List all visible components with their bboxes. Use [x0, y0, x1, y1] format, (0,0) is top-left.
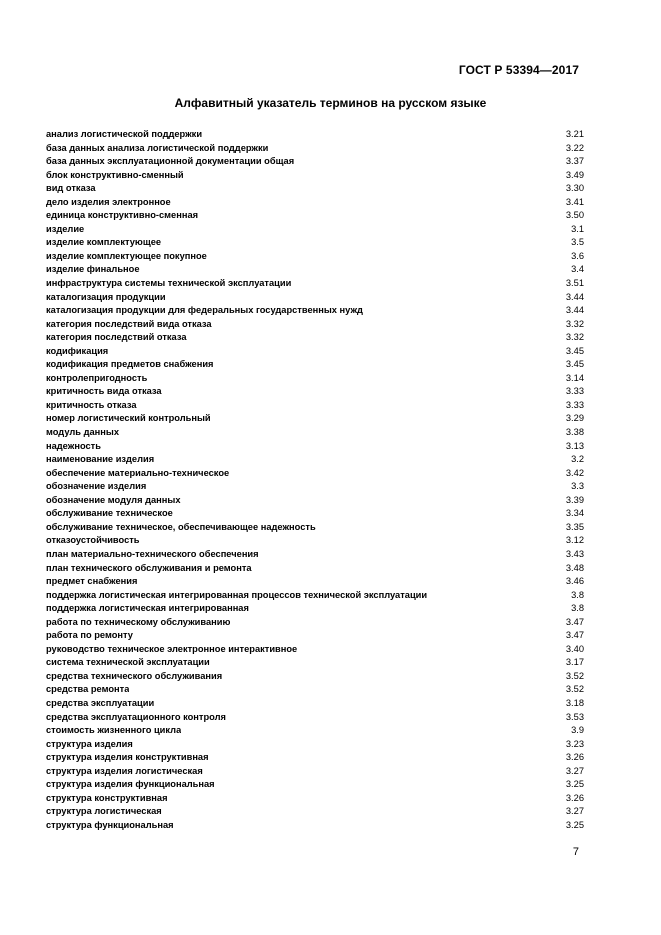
index-term: руководство техническое электронное интерактивное	[46, 643, 298, 654]
index-term-reference: 3.50	[565, 210, 584, 221]
index-entry	[46, 304, 584, 318]
index-term-reference: 3.33	[565, 386, 584, 397]
index-term: поддержка логистическая интегрированная процессов технической эксплуатации	[46, 589, 428, 600]
index-term-reference: 3.2	[571, 454, 584, 465]
index-term-reference: 3.27	[565, 765, 584, 776]
index-term: работа по техническому обслуживанию	[46, 616, 231, 627]
index-entry	[46, 399, 584, 413]
index-entry	[46, 412, 584, 426]
index-term: инфраструктура системы технической эксплуатации	[46, 278, 292, 289]
index-term-reference: 3.52	[565, 684, 584, 695]
index-term-reference: 3.47	[565, 630, 584, 641]
index-term-reference: 3.53	[565, 711, 584, 722]
index-entry	[46, 751, 584, 765]
index-term: средства технического обслуживания	[46, 670, 223, 681]
index-term: средства ремонта	[46, 684, 130, 695]
index-entry	[46, 467, 584, 481]
index-term: структура изделия конструктивная	[46, 752, 209, 763]
index-entry	[46, 372, 584, 386]
index-term-reference: 3.9	[571, 725, 584, 736]
index-term: стоимость жизненного цикла	[46, 725, 182, 736]
index-term: структура изделия логистическая	[46, 765, 203, 776]
document-code: ГОСТ Р 53394—2017	[458, 63, 579, 77]
index-term: структура логистическая	[46, 806, 162, 817]
index-entry	[46, 331, 584, 345]
index-entry	[46, 169, 584, 183]
index-term-reference: 3.21	[565, 129, 584, 139]
index-term-reference: 3.13	[565, 440, 584, 451]
index-entry	[46, 697, 584, 711]
index-entry	[46, 548, 584, 562]
index-term: отказоустойчивость	[46, 535, 140, 546]
index-term: критичность отказа	[46, 399, 137, 410]
index-term: обозначение модуля данных	[46, 494, 181, 505]
index-term-reference: 3.51	[565, 278, 584, 289]
index-entry	[46, 792, 584, 806]
index-term: контролепригодность	[46, 372, 148, 383]
index-entry	[46, 521, 584, 535]
index-term: дело изделия электронное	[46, 196, 171, 207]
index-term-reference: 3.37	[565, 156, 584, 167]
index-term-reference: 3.44	[565, 291, 584, 302]
index-entry	[46, 236, 584, 250]
index-term-reference: 3.3	[571, 481, 584, 492]
index-term: наименование изделия	[46, 454, 155, 465]
index-entry	[46, 589, 584, 603]
index-entry	[46, 209, 584, 223]
index-term: поддержка логистическая интегрированная	[46, 603, 249, 614]
index-term-reference: 3.45	[565, 345, 584, 356]
index-term-reference: 3.18	[565, 697, 584, 708]
index-term: обслуживание техническое, обеспечивающее надежность	[46, 521, 316, 532]
index-term-reference: 3.26	[565, 752, 584, 763]
page-number: 7	[572, 846, 579, 858]
index-term: анализ логистической поддержки	[46, 129, 203, 139]
index-entry	[46, 534, 584, 548]
index-term-reference: 3.22	[565, 142, 584, 153]
index-term-reference: 3.14	[565, 372, 584, 383]
index-term-reference: 3.41	[565, 196, 584, 207]
index-term-reference: 3.25	[565, 819, 584, 830]
index-entry	[46, 345, 584, 359]
index-term-reference: 3.32	[565, 318, 584, 329]
index-term-reference: 3.49	[565, 169, 584, 180]
index-term-reference: 3.33	[565, 399, 584, 410]
index-term-reference: 3.26	[565, 792, 584, 803]
index-term: вид отказа	[46, 183, 96, 194]
index-term: изделие финальное	[46, 264, 140, 275]
index-term-reference: 3.34	[565, 508, 584, 519]
index-term-reference: 3.6	[571, 250, 584, 261]
index-entry	[46, 629, 584, 643]
index-term-reference: 3.39	[565, 494, 584, 505]
index-term: план материально-технического обеспечения	[46, 548, 259, 559]
index-entry	[46, 453, 584, 467]
index-term-reference: 3.40	[565, 643, 584, 654]
index-entry	[46, 616, 584, 630]
index-term-reference: 3.12	[565, 535, 584, 546]
index-term: структура изделия	[46, 738, 133, 749]
index-term-reference: 3.43	[565, 548, 584, 559]
index-term-reference: 3.29	[565, 413, 584, 424]
index-term-reference: 3.32	[565, 332, 584, 343]
term-index-list	[46, 128, 584, 832]
index-entry	[46, 819, 584, 833]
index-term: надежность	[46, 440, 101, 451]
index-entry	[46, 263, 584, 277]
index-entry	[46, 602, 584, 616]
index-term-reference: 3.30	[565, 183, 584, 194]
index-term: каталогизация продукции	[46, 291, 166, 302]
index-entry	[46, 318, 584, 332]
index-entry	[46, 358, 584, 372]
index-entry	[46, 656, 584, 670]
index-entry	[46, 196, 584, 210]
index-term-reference: 3.35	[565, 521, 584, 532]
index-entry	[46, 683, 584, 697]
index-term-reference: 3.48	[565, 562, 584, 573]
index-term: работа по ремонту	[46, 630, 133, 641]
index-term-reference: 3.4	[571, 264, 584, 275]
index-term-reference: 3.47	[565, 616, 584, 627]
index-term: база данных эксплуатационной документации общая	[46, 156, 295, 167]
index-term-reference: 3.8	[571, 603, 584, 614]
index-term-reference: 3.1	[571, 223, 584, 234]
index-entry	[46, 711, 584, 725]
index-entry	[46, 223, 584, 237]
index-entry	[46, 670, 584, 684]
index-term: средства эксплуатационного контроля	[46, 711, 226, 722]
index-term: план технического обслуживания и ремонта	[46, 562, 252, 573]
index-term-reference: 3.52	[565, 670, 584, 681]
index-entry	[46, 250, 584, 264]
index-entry	[46, 440, 584, 454]
index-term-reference: 3.44	[565, 305, 584, 316]
index-term: критичность вида отказа	[46, 386, 162, 397]
index-term: изделие комплектующее покупное	[46, 250, 207, 261]
index-entry	[46, 155, 584, 169]
index-term: модуль данных	[46, 427, 119, 438]
index-entry	[46, 426, 584, 440]
index-term: блок конструктивно-сменный	[46, 169, 184, 180]
index-entry	[46, 643, 584, 657]
index-term: структура изделия функциональная	[46, 779, 215, 790]
index-term: категория последствий вида отказа	[46, 318, 212, 329]
index-entry	[46, 765, 584, 779]
index-title: Алфавитный указатель терминов на русском языке	[174, 96, 487, 110]
index-term: каталогизация продукции для федеральных государственных нужд	[46, 305, 363, 316]
index-entry	[46, 562, 584, 576]
index-term: структура конструктивная	[46, 792, 168, 803]
index-entry	[46, 575, 584, 589]
index-term: единица конструктивно-сменная	[46, 210, 199, 221]
index-term: обеспечение материально-техническое	[46, 467, 230, 478]
index-term: изделие комплектующее	[46, 237, 162, 248]
index-term: средства эксплуатации	[46, 697, 155, 708]
index-term: обслуживание техническое	[46, 508, 173, 519]
index-term: изделие	[46, 223, 85, 234]
index-entry	[46, 507, 584, 521]
index-term-reference: 3.17	[565, 657, 584, 668]
index-term-reference: 3.5	[571, 237, 584, 248]
index-entry	[46, 738, 584, 752]
index-entry	[46, 778, 584, 792]
index-entry	[46, 142, 584, 156]
index-entry	[46, 277, 584, 291]
index-entry	[46, 724, 584, 738]
index-term-reference: 3.8	[571, 589, 584, 600]
index-term: кодификация предметов снабжения	[46, 359, 214, 370]
index-term-reference: 3.45	[565, 359, 584, 370]
index-term: структура функциональная	[46, 819, 174, 830]
index-entry	[46, 182, 584, 196]
index-term-reference: 3.46	[565, 576, 584, 587]
index-term: категория последствий отказа	[46, 332, 187, 343]
index-term: номер логистический контрольный	[46, 413, 211, 424]
index-term: база данных анализа логистической поддержки	[46, 142, 269, 153]
index-term: система технической эксплуатации	[46, 657, 210, 668]
index-term-reference: 3.38	[565, 427, 584, 438]
index-term: обозначение изделия	[46, 481, 147, 492]
index-term-reference: 3.25	[565, 779, 584, 790]
index-entry	[46, 385, 584, 399]
index-entry	[46, 291, 584, 305]
index-entry	[46, 128, 584, 142]
index-entry	[46, 480, 584, 494]
index-entry	[46, 805, 584, 819]
index-term: предмет снабжения	[46, 576, 138, 587]
index-term: кодификация	[46, 345, 109, 356]
index-term-reference: 3.42	[565, 467, 584, 478]
index-entry	[46, 494, 584, 508]
index-term-reference: 3.23	[565, 738, 584, 749]
index-term-reference: 3.27	[565, 806, 584, 817]
